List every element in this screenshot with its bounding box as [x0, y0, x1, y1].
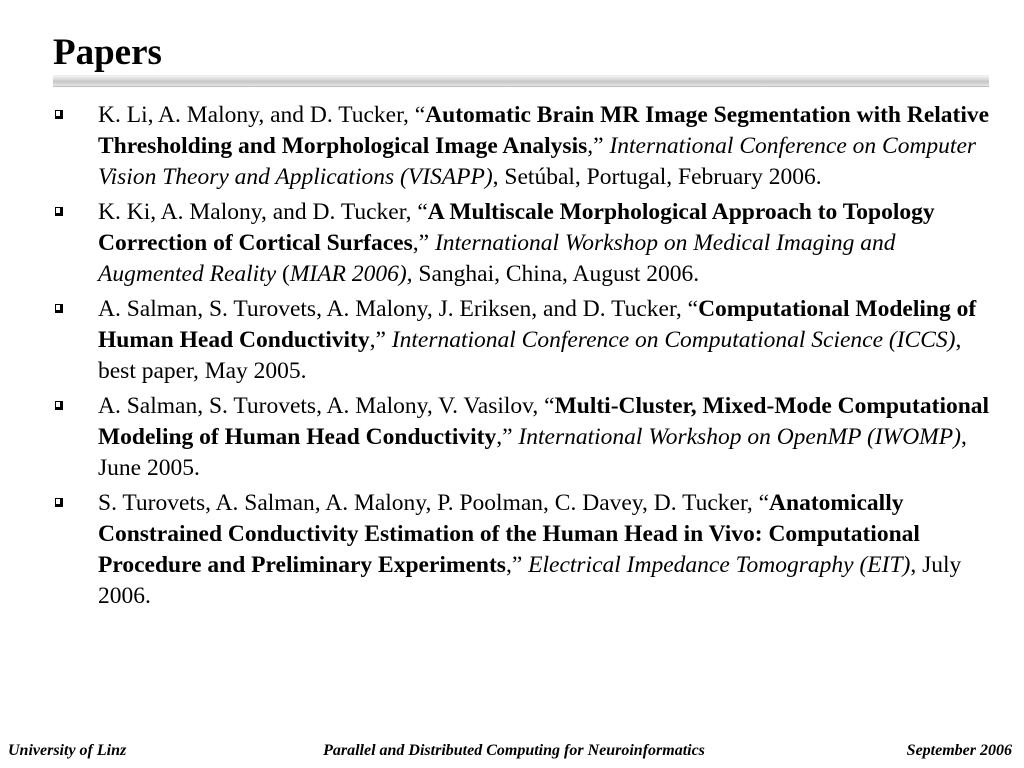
footer-institution: University of Linz	[8, 742, 127, 759]
paper-separator: ,”	[587, 133, 610, 159]
paper-item	[0, 391, 992, 484]
square-bullet-icon	[55, 401, 63, 410]
paper-separator: ,”	[369, 327, 392, 353]
paper-venue: Electrical Impedance Tomography (EIT)	[528, 552, 911, 578]
paper-separator: ,”	[505, 552, 529, 578]
paper-separator: ,”	[496, 424, 519, 450]
paper-authors: S. Turovets, A. Salman, A. Malony, P. Poolman, C. Davey, D. Tucker, “	[98, 490, 770, 516]
paper-details: , best paper, May 2005.	[98, 327, 962, 384]
paper-authors: A. Salman, S. Turovets, A. Malony, V. Vasilov, “	[98, 393, 555, 419]
footer-date: September 2006	[906, 742, 1012, 759]
paper-details: Sanghai, China, August 2006.	[412, 261, 700, 287]
paper-item	[0, 294, 992, 387]
paper-item	[0, 197, 992, 290]
paper-venue-abbrev: MIAR 2006),	[289, 261, 413, 287]
title-divider	[53, 75, 989, 87]
paper-details: , July 2006.	[98, 552, 962, 609]
paper-title: Anatomically Constrained Conductivity Estimation of the Human Head in Vivo: Computational Procedure and Preliminary Experiments	[98, 490, 920, 578]
paper-authors: A. Salman, S. Turovets, A. Malony, J. Eriksen, and D. Tucker, “	[98, 296, 699, 322]
paper-venue: International Workshop on OpenMP (IWOMP)	[518, 424, 961, 450]
paper-title: A Multiscale Morphological Approach to Topology Correction of Cortical Surfaces	[98, 199, 935, 256]
paper-venue: International Conference on Computer Vision Theory and Applications (VISAPP)	[98, 133, 977, 190]
paper-venue: International Conference on Computational Science (ICCS)	[391, 327, 956, 353]
paper-details: , Setúbal, Portugal, February 2006.	[492, 164, 822, 190]
paper-list	[0, 100, 1024, 616]
square-bullet-icon	[55, 498, 63, 507]
slide-title: Papers	[53, 32, 162, 73]
square-bullet-icon	[55, 304, 63, 313]
paper-venue: International Workshop on Medical Imaging and Augmented Reality	[98, 230, 896, 287]
square-bullet-icon	[55, 207, 63, 216]
paper-paren: (	[276, 261, 290, 287]
footer-course-title: Parallel and Distributed Computing for Neuroinformatics	[323, 742, 705, 759]
paper-details: , June 2005.	[98, 424, 967, 481]
paper-separator: ,”	[412, 230, 435, 256]
square-bullet-icon	[55, 110, 63, 119]
paper-title: Multi-Cluster, Mixed-Mode Computational Modeling of Human Head Conductivity	[98, 393, 990, 450]
paper-item	[0, 488, 992, 612]
paper-authors: K. Li, A. Malony, and D. Tucker, “	[98, 102, 426, 128]
paper-title: Automatic Brain MR Image Segmentation with Relative Thresholding and Morphological Image Analysis	[98, 102, 990, 159]
paper-item	[0, 100, 992, 193]
paper-authors: K. Ki, A. Malony, and D. Tucker, “	[98, 199, 428, 225]
paper-title: Computational Modeling of Human Head Conductivity	[98, 296, 977, 353]
